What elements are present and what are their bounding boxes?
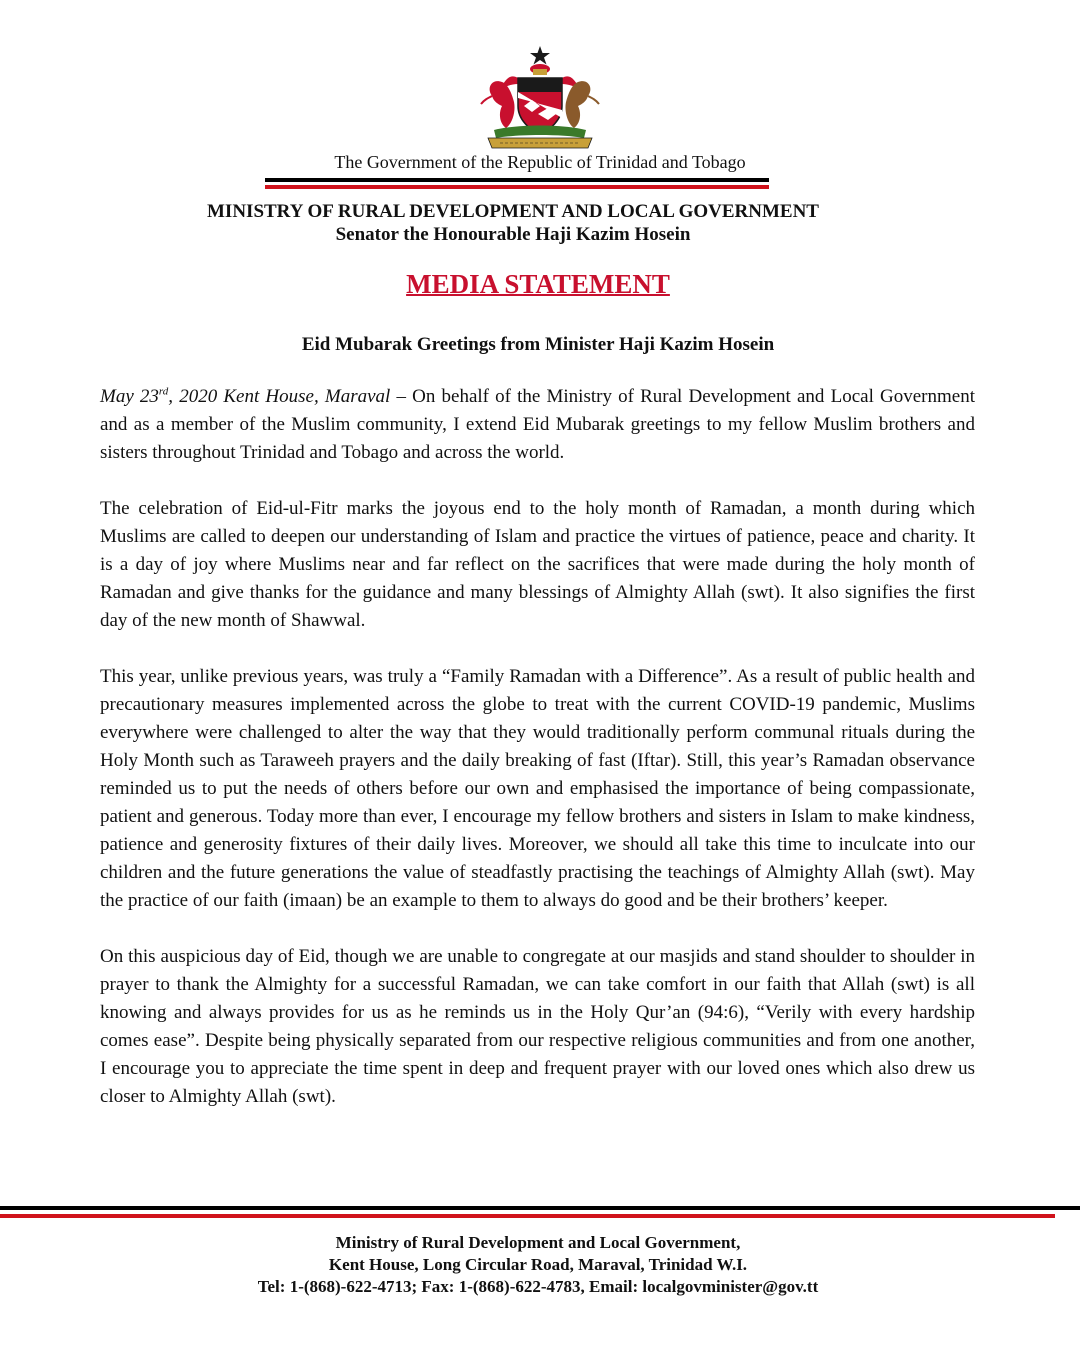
footer-ministry: Ministry of Rural Development and Local Government,: [335, 1233, 741, 1252]
dateline-place: , 2020 Kent House, Maraval: [168, 386, 391, 407]
coat-of-arms-icon: [478, 44, 602, 150]
statement-headline: Eid Mubarak Greetings from Minister Haji Kazim Hosein: [301, 334, 775, 355]
document-type-title: MEDIA STATEMENT: [406, 269, 670, 299]
paragraph-3: This year, unlike previous years, was truly a “Family Ramadan with a Difference”. As a result of public health and precautionary measures implemented across the globe to treat with the current COVID-19 pandemic, Muslims everywhere were challenged to alter the way that they would traditionally perform communal rituals during the Holy Month such as Taraweeh prayers and the daily breaking of fast (Iftar). Still, this year’s Ramadan observance reminded us to put the needs of others before our own and emphasised the importance of being compassionate, patient and generous. Today more than ever, I encourage my fellow brothers and sisters in Islam to make kindness, patience and generosity fixtures of their daily lives. Moreover, we should all take this time to inculcate into our children and the future generations the value of steadfastly practising the teachings of Almighty Allah (swt). May the practice of our faith (imaan) be an example to them to always do good and be their brothers’ keeper.: [100, 666, 975, 911]
paragraph-1: [100, 383, 975, 467]
footer-address: Kent House, Long Circular Road, Maraval, Trinidad W.I.: [328, 1255, 748, 1274]
government-title: The Government of the Republic of Trinidad and Tobago: [334, 152, 746, 172]
header-divider-black: [265, 178, 769, 182]
footer-contact: [0, 1232, 1076, 1298]
ministry-heading: [0, 200, 1026, 246]
dateline-date-suffix: rd: [158, 385, 169, 398]
minister-name: Senator the Honourable Haji Kazim Hosein: [335, 224, 691, 245]
statement-body: [100, 383, 975, 1139]
ministry-name: MINISTRY OF RURAL DEVELOPMENT AND LOCAL GOVERNMENT: [207, 201, 819, 222]
paragraph-2: The celebration of Eid-ul-Fitr marks the joyous end to the holy month of Ramadan, a month during which Muslims are called to deepen our understanding of Islam and practice the virtues of patience, peace and charity. It is a day of joy where Muslims near and far reflect on the sacrifices that were made during the holy month of Ramadan and give thanks for the guidance and many blessings of Almighty Allah (swt). It also signifies the first day of the new month of Shawwal.: [100, 498, 975, 631]
paragraph-1-text: – On behalf of the Ministry of Rural Development and Local Government and as a member of the Muslim community, I extend Eid Mubarak greetings to my fellow Muslim brothers and sisters throughout Trinidad and Tobago and across the world.: [100, 386, 975, 463]
footer-divider-red: [0, 1214, 1055, 1218]
dateline: [100, 386, 390, 407]
footer-divider-black: [0, 1206, 1080, 1210]
paragraph-4: On this auspicious day of Eid, though we are unable to congregate at our masjids and stand shoulder to shoulder in prayer to thank the Almighty for a successful Ramadan, we can take comfort in our faith that Allah (swt) is all knowing and always provides for us as he reminds us in the Holy Qur’an (94:6), “Verily with every hardship comes ease”. Despite being physically separated from our respective religious communities and from one another, I encourage you to appreciate the time spent in deep and frequent prayer with our loved ones which also drew us closer to Almighty Allah (swt).: [100, 946, 975, 1107]
footer-contact-details: Tel: 1-(868)-622-4713; Fax: 1-(868)-622-4783, Email: localgovminister@gov.tt: [257, 1277, 819, 1296]
header-divider-red: [265, 185, 769, 189]
dateline-date: May 23: [100, 386, 159, 407]
